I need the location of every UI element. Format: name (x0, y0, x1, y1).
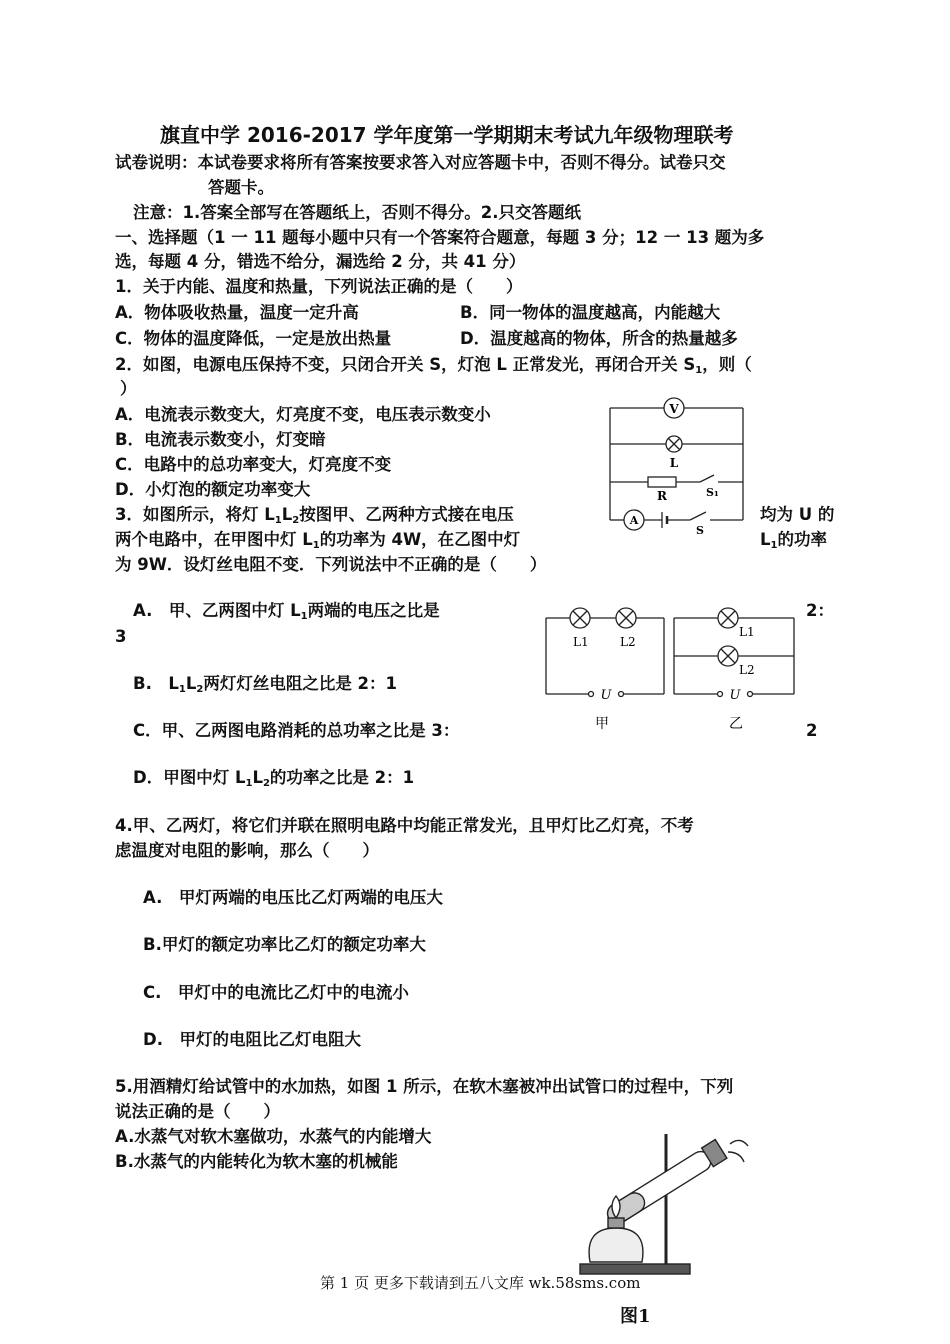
lamp-label: L (669, 456, 679, 470)
question-3-option-c-right: 2 (806, 721, 818, 740)
question-4-option-b: B.甲灯的额定功率比乙灯的额定功率大 (143, 935, 426, 954)
question-1-stem: 1．关于内能、温度和热量，下列说法正确的是（ ） (115, 277, 523, 296)
circuit-diagram-q3 (540, 600, 800, 740)
question-4-option-a: A. 甲灯两端的电压比乙灯两端的电压大 (143, 888, 443, 907)
figure-jia-label: 甲 (595, 716, 609, 732)
question-3-stem: 两个电路中，在甲图中灯 $L_1$的功率为 4W，在乙图中灯 (115, 530, 521, 551)
question-3-option-c: C．甲、乙两图电路消耗的总功率之比是 3： (133, 721, 460, 740)
lamp-l2-label-yi: L2 (739, 663, 755, 677)
lamp-l1-label-yi: L1 (739, 625, 755, 639)
question-1-option-a: A．物体吸收热量，温度一定升高 (115, 303, 359, 322)
question-5-stem: 说法正确的是（ ） (115, 1102, 280, 1121)
ammeter-label: A (629, 514, 639, 527)
question-3-option-a-cont: 3 (115, 627, 127, 646)
voltmeter-label: V (669, 402, 679, 416)
question-1-option-b: B．同一物体的温度越高，内能越大 (460, 303, 721, 322)
question-4-stem: 虑温度对电阻的影响，那么（ ） (115, 841, 379, 860)
lamp-l1-label-jia: L1 (573, 635, 589, 649)
figure-yi-label: 乙 (729, 716, 743, 732)
question-2-option-c: C．电路中的总功率变大，灯亮度不变 (115, 455, 392, 474)
notice-line: 注意：1.答案全部写在答题纸上，否则不得分。2.只交答题纸 (133, 203, 581, 222)
question-3-option-d: D．甲图中灯 $L_1L_2$的功率之比是 2：1 (133, 768, 415, 789)
question-2-stem-cont: ） (120, 379, 137, 398)
question-5-option-b: B.水蒸气的内能转化为软木塞的机械能 (115, 1152, 398, 1171)
question-3-stem-right: 均为 U 的 (760, 505, 835, 524)
question-5-stem: 5.用酒精灯给试管中的水加热，如图 1 所示，在软木塞被冲出试管口的过程中，下列 (115, 1077, 734, 1096)
resistor-label: R (657, 489, 667, 503)
question-3-stem: 3．如图所示，将灯 $L_1L_2$按图甲、乙两种方式接在电压 (115, 505, 514, 526)
instructions-line: 答题卡。 (208, 178, 274, 197)
question-3-option-a: A. 甲、乙两图中灯 $L_1$两端的电压之比是 (133, 601, 440, 622)
question-2-stem: 2．如图，电源电压保持不变，只闭合开关 S，灯泡 L 正常发光，再闭合开关 $S_1$，则（ (115, 355, 752, 376)
voltage-label-jia: U (600, 688, 612, 703)
switch-s1-label: S₁ (706, 486, 719, 499)
question-4-option-d: D. 甲灯的电阻比乙灯电阻大 (143, 1030, 361, 1049)
voltage-label-yi: U (729, 688, 741, 703)
question-5-option-a: A.水蒸气对软木塞做功，水蒸气的内能增大 (115, 1127, 432, 1146)
question-2-option-b: B．电流表示数变小，灯变暗 (115, 430, 326, 449)
question-2-option-d: D．小灯泡的额定功率变大 (115, 480, 311, 499)
page-title: 旗直中学 2016-2017 学年度第一学期期末考试九年级物理联考 (160, 123, 734, 147)
question-3-stem-right: $L_1$的功率 (760, 530, 827, 551)
lamp-l2-label-jia: L2 (620, 635, 636, 649)
circuit-diagram-q2 (600, 396, 750, 536)
page-footer: 第 1 页 更多下载请到五八文库 wk.58sms.com (320, 1274, 641, 1292)
question-1-option-c: C．物体的温度降低，一定是放出热量 (115, 329, 392, 348)
question-4-option-c: C. 甲灯中的电流比乙灯中的电流小 (143, 983, 409, 1002)
instructions-line: 试卷说明：本试卷要求将所有答案按要求答入对应答题卡中，否则不得分。试卷只交 (115, 153, 726, 172)
switch-s-label: S (696, 524, 704, 536)
figure-1-caption: 图1 (620, 1306, 651, 1327)
question-1-option-d: D．温度越高的物体，所含的热量越多 (460, 329, 738, 348)
section-heading: 一、选择题（1 一 11 题每小题中只有一个答案符合题意，每题 3 分；12 一 13 题为多 (115, 228, 765, 247)
question-4-stem: 4.甲、乙两灯，将它们并联在照明电路中均能正常发光，且甲灯比乙灯亮，不考 (115, 816, 694, 835)
question-3-option-a-right: 2： (806, 601, 834, 620)
question-3-stem: 为 9W．设灯丝电阻不变．下列说法中不正确的是（ ） (115, 555, 547, 574)
section-heading: 选，每题 4 分，错选不给分，漏选给 2 分，共 41 分） (115, 252, 526, 271)
question-3-option-b: B. $L_1L_2$两灯灯丝电阻之比是 2：1 (133, 674, 398, 695)
question-2-option-a: A．电流表示数变大，灯亮度不变，电压表示数变小 (115, 405, 491, 424)
